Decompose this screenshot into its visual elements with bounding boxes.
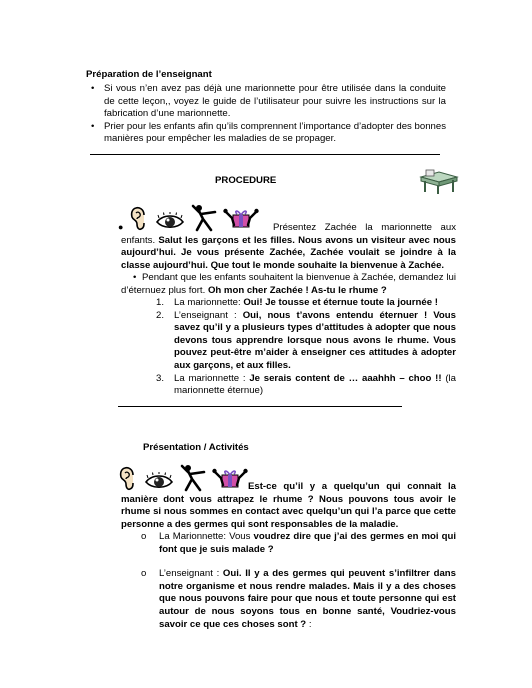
presentation-dialogue-list <box>141 531 456 631</box>
divider-middle <box>118 406 402 407</box>
dialogue-item-1 <box>156 297 456 310</box>
list-marker: o <box>141 531 147 542</box>
divider-top <box>90 154 440 155</box>
dialogue-number: 3. <box>156 372 165 384</box>
procedure-bullet-speech: Oh mon cher Zachée ! As-tu le rhume ? <box>207 284 387 296</box>
prep-bullet-2: • Prier pour les enfants afin qu’ils comprennent l’importance d’adopter des bonnes manières pour empêcher les maladies de se propager. <box>88 121 446 146</box>
list-marker: o <box>141 568 147 580</box>
presentation-intro-speech: Est-ce qu’il y a quelqu’un qui connait la manière dont vous attrapez le rhume ? Nous pouvons tous avoir le rhume si nous sommes en contact avec quelqu’un qui l’a parce que cette personne a des germes qui sont responsables de la maladie. <box>121 481 456 530</box>
procedure-heading: PROCEDURE <box>215 175 277 186</box>
bullet-dot-icon: ● <box>118 222 124 232</box>
presentation-heading: Présentation / Activités <box>143 442 249 453</box>
procedure-dialogue-list <box>156 297 456 398</box>
dialogue-speech: Oui. Il y a des germes qui peuvent s’infiltrer dans notre organisme et nous rendre malades. Mais il y a des choses que nous pouvons faire pour que nous et toute personne qui est autour de nous soyons tous en bonne santé, Voudriez-vous savoir ce que ces choses sont ? <box>159 568 456 630</box>
procedure-intro <box>121 222 456 272</box>
dialogue-speech: Oui, nous t’avons entendu éternuer ! Vous savez qu’il y a plusieurs types d’attitudes à adopter que nous devons tous apprendre lorsque nous avons le rhume. Vous pouvez peut-être m’aider à enseigner ces attitudes à adopter aux garçons, et aux filles. <box>174 309 456 371</box>
dialogue-speaker: La marionnette: <box>174 297 244 308</box>
dialogue-number: 2. <box>156 309 165 321</box>
dialogue-tail: : <box>306 618 312 630</box>
presentation-item-2 <box>141 568 456 631</box>
dialogue-speech: Oui! Je tousse et éternue toute la journée ! <box>243 297 438 308</box>
dialogue-number: 1. <box>156 297 165 308</box>
dialogue-speech: voudrez dire que j’ai des germes en moi qui font que je suis malade ? <box>159 531 456 555</box>
presentation-intro <box>121 481 456 531</box>
prep-bullet-list <box>88 83 446 146</box>
school-desk-icon <box>418 169 460 195</box>
prep-bullet-1: • Si vous n’en avez pas déjà une marionnette pour être utilisée dans la conduite de cette leçon,, voyez le guide de l’utilisateur pour suivre les instructions sur la fabrication d’une marionnette. <box>88 83 446 121</box>
dialogue-stage-direction: (la marionnette éternue) <box>174 372 456 397</box>
dialogue-speaker: La Marionnette: Vous <box>159 531 254 542</box>
dialogue-speech: Je serais content de … aaahhh – choo !! <box>249 372 442 384</box>
dialogue-speaker: L’enseignant : <box>159 568 223 580</box>
presentation-item-1 <box>141 531 456 556</box>
procedure-intro-speech: Salut les garçons et les filles. Nous avons un visiteur avec nous aujourd’hui. Je vous présente Zachée, Zachée voulait se joindre à la classe aujourd’hui. Que tout le monde souhaite la bienvenue à Zachée. <box>121 234 456 271</box>
dialogue-speaker: La marionnette : <box>174 372 250 384</box>
procedure-bullet-instruction: Pendant que les enfants souhaitent la bienvenue à Zachée, demandez lui d’éternuez plus fort. <box>121 272 456 296</box>
dialogue-item-2 <box>156 310 456 373</box>
procedure-bullet <box>121 272 456 297</box>
procedure-intro-instruction: Présentez Zachée la marionnette aux enfants. <box>121 222 456 246</box>
bullet-glyph: • <box>133 272 142 283</box>
prep-title: Préparation de l’enseignant <box>86 69 212 80</box>
dialogue-speaker: L’enseignant : <box>174 309 243 321</box>
dialogue-item-3 <box>156 373 456 398</box>
